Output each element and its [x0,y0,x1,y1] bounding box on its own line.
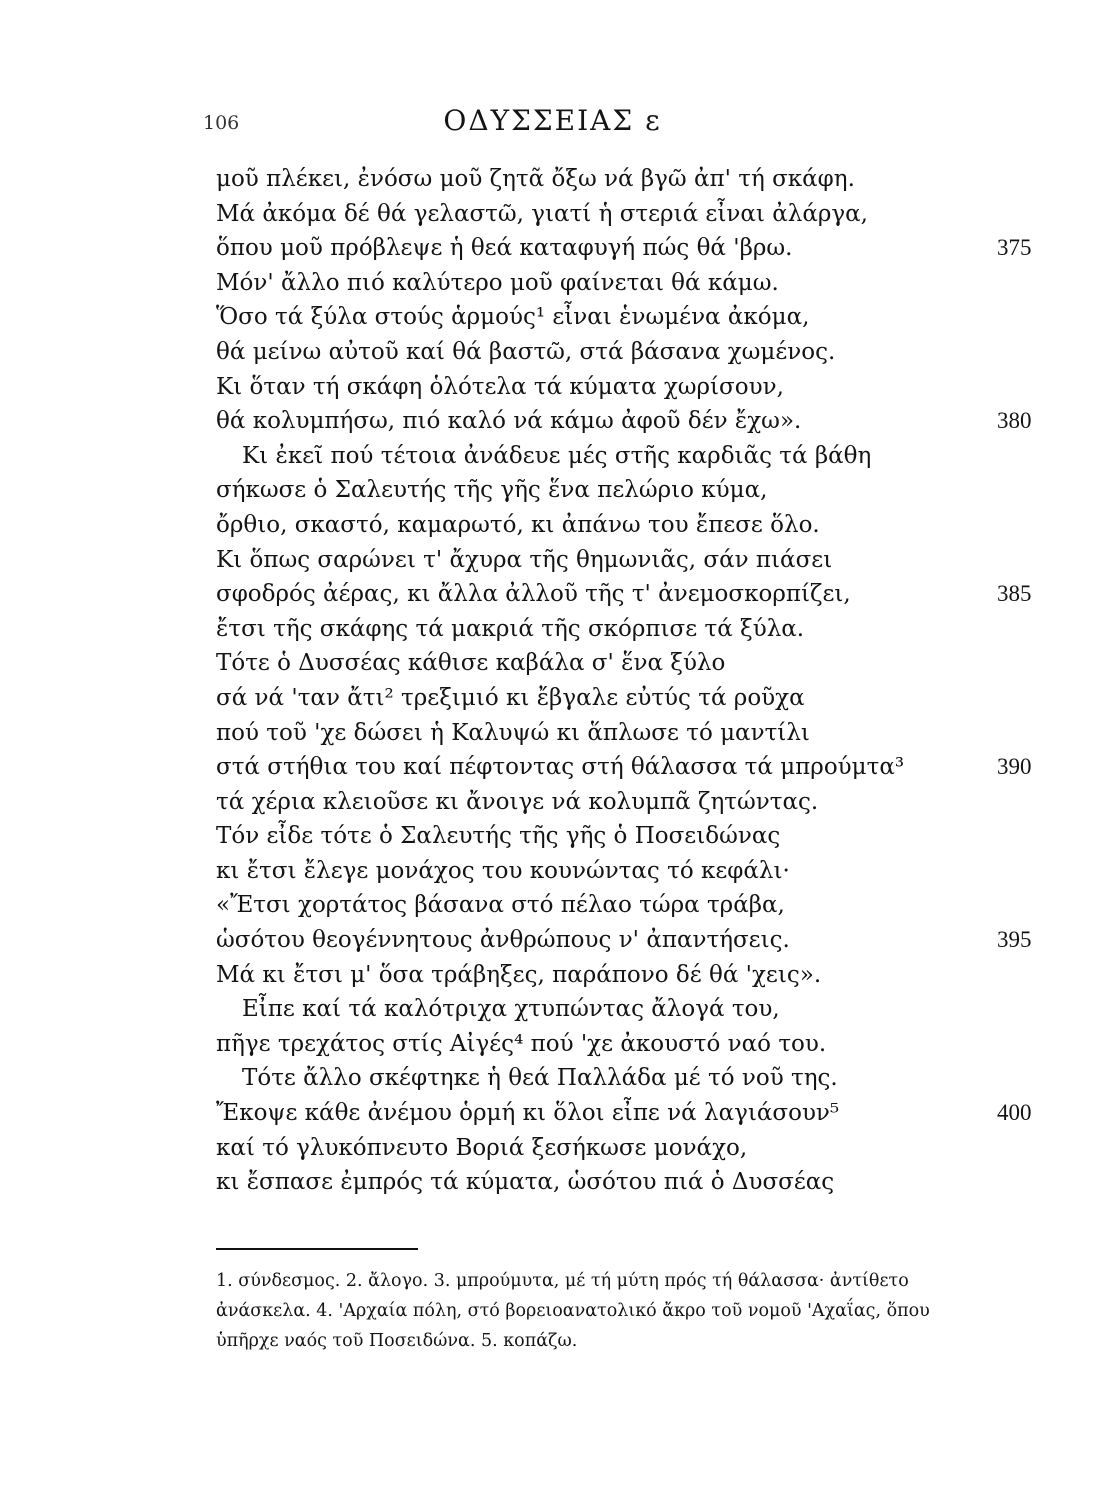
verse-text: πῆγε τρεχάτος στίς Αἰγές⁴ πού 'χε ἀκουστό ναό του. [216,1030,827,1057]
verse-text: ὄρθιο, σκαστό, καμαρωτό, κι ἀπάνω του ἔπεσε ὅλο. [216,511,820,538]
footnote-line: ἀνάσκελα. 4. 'Αρχαία πόλη, στό βορειοανατολικό ἄκρο τοῦ νομοῦ 'Αχαΐας, ὅπου [216,1301,930,1321]
footnotes [216,1266,1046,1356]
verse-line [0,335,1105,370]
verse-text: καί τό γλυκόπνευτο Βοριά ξεσήκωσε μονάχο, [216,1134,748,1161]
verse-line [0,716,1105,751]
verse-text: πού τοῦ 'χε δώσει ἡ Καλυψώ κι ἅπλωσε τό μαντίλι [216,719,810,746]
verse-line [0,854,1105,889]
verse-line [0,888,1105,923]
verse-line [0,958,1105,993]
line-number: 380 [997,408,1032,434]
verse-text: κι ἔτσι ἔλεγε μονάχος του κουνώντας τό κεφάλι· [216,857,790,884]
verse-text: τά χέρια κλειοῦσε κι ἄνοιγε νά κολυμπᾶ ζητώντας. [216,788,819,815]
verse-line [0,370,1105,405]
verse-line [0,231,1105,266]
verse-line [0,1165,1105,1200]
verse-text: ὅπου μοῦ πρόβλεψε ἡ θεά καταφυγή πώς θά 'βρω. [216,235,793,262]
verse-text: θά κολυμπήσω, πιό καλό νά κάμω ἀφοῦ δέν ἔχω». [216,408,802,435]
verse-line [0,681,1105,716]
verse-line [0,266,1105,301]
line-number: 400 [997,1100,1032,1126]
verse-text: «Ἔτσι χορτάτος βάσανα στό πέλαο τώρα τράβα, [216,892,785,919]
page-number: 106 [203,112,240,134]
verse-line [0,1131,1105,1166]
verse-block [0,162,1105,1200]
footnote-line: 1. σύνδεσμος. 2. ἄλογο. 3. μπρούμυτα, μέ τή μύτη πρός τή θάλασσα· ἀντίθετο [216,1271,909,1291]
verse-line [0,612,1105,647]
verse-line [0,992,1105,1027]
verse-line [0,750,1105,785]
verse-text: Τόν εἶδε τότε ὁ Σαλευτής τῆς γῆς ὁ Ποσειδώνας [216,823,781,850]
verse-line [0,923,1105,958]
verse-line [0,162,1105,197]
verse-text: κι ἔσπασε ἐμπρός τά κύματα, ὡσότου πιά ὁ Δυσσέας [216,1169,835,1196]
verse-line [0,508,1105,543]
line-number: 395 [997,927,1032,953]
verse-text: Τότε ἄλλο σκέφτηκε ἡ θεά Παλλάδα μέ τό νοῦ της. [242,1065,838,1092]
verse-text: Εἶπε καί τά καλότριχα χτυπώντας ἄλογά του, [242,996,780,1023]
verse-line [0,543,1105,578]
verse-text: Τότε ὁ Δυσσέας κάθισε καβάλα σ' ἕνα ξύλο [216,650,726,677]
verse-line [0,1027,1105,1062]
running-title: ΟΔΥΣΣΕΙΑΣ ε [443,104,662,137]
verse-text: μοῦ πλέκει, ἐνόσω μοῦ ζητᾶ ὄξω νά βγῶ ἀπ' τή σκάφη. [216,166,855,192]
verse-line [0,1096,1105,1131]
verse-line [0,646,1105,681]
footnote-line: ὑπῆρχε ναός τοῦ Ποσειδώνα. 5. κοπάζω. [216,1331,578,1351]
verse-text: Κι ἐκεῖ πού τέτοια ἀνάδευε μές στῆς καρδιᾶς τά βάθη [242,442,872,469]
verse-text: σά νά 'ταν ἄτι² τρεξιμιό κι ἔβγαλε εὐτύς τά ροῦχα [216,684,805,711]
verse-line [0,577,1105,612]
verse-text: Ἔκοψε κάθε ἀνέμου ὁρμή κι ὅλοι εἶπε νά λαγιάσουν⁵ [216,1100,840,1127]
verse-text: ἔτσι τῆς σκάφης τά μακριά τῆς σκόρπισε τά ξύλα. [216,615,805,642]
verse-line [0,473,1105,508]
verse-text: Κι ὅταν τή σκάφη ὁλότελα τά κύματα χωρίσουν, [216,373,784,400]
verse-text: Μά ἀκόμα δέ θά γελαστῶ, γιατί ἡ στεριά εἶναι ἀλάργα, [216,200,868,227]
footnote-rule [216,1248,418,1250]
verse-text: Κι ὅπως σαρώνει τ' ἄχυρα τῆς θημωνιᾶς, σάν πιάσει [216,546,833,573]
line-number: 390 [997,754,1032,780]
verse-text: Ὅσο τά ξύλα στούς ἁρμούς¹ εἶναι ἑνωμένα ἀκόμα, [216,304,810,331]
line-number: 375 [997,235,1032,261]
verse-text: Μόν' ἄλλο πιό καλύτερο μοῦ φαίνεται θά κάμω. [216,269,779,296]
verse-line [0,404,1105,439]
verse-text: Μά κι ἔτσι μ' ὅσα τράβηξες, παράπονο δέ θά 'χεις». [216,961,822,988]
verse-line [0,785,1105,820]
verse-line [0,197,1105,232]
verse-line [0,439,1105,474]
verse-text: σφοδρός ἀέρας, κι ἄλλα ἀλλοῦ τῆς τ' ἀνεμοσκορπίζει, [216,581,851,608]
verse-text: στά στήθια του καί πέφτοντας στή θάλασσα τά μπρούμτα³ [216,754,905,781]
verse-text: ὡσότου θεογέννητους ἀνθρώπους ν' ἀπαντήσεις. [216,927,790,954]
verse-line [0,1061,1105,1096]
verse-line [0,300,1105,335]
verse-text: σήκωσε ὁ Σαλευτής τῆς γῆς ἕνα πελώριο κύμα, [216,477,768,504]
line-number: 385 [997,581,1032,607]
verse-text: θά μείνω αὐτοῦ καί θά βαστῶ, στά βάσανα χωμένος. [216,338,836,365]
verse-line [0,819,1105,854]
